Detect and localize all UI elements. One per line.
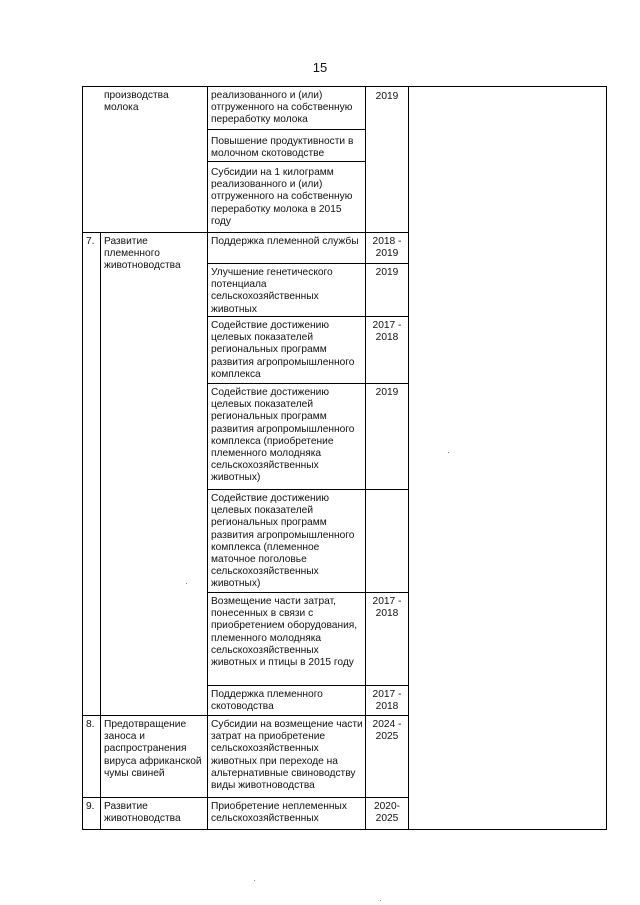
column-divider-direction	[207, 86, 208, 830]
measure-cell: Поддержка племенного скотоводства	[211, 689, 323, 713]
page-number: 15	[312, 60, 328, 75]
years-cell: 2019	[375, 91, 399, 102]
row-divider	[207, 383, 409, 384]
measure-cell: Содействие достижению целевых показателей региональных программ развития агропромышленного комплекса (племенное маточное поголовье сельскохозяйственных животных)	[211, 493, 355, 590]
measure-cell: Содействие достижению целевых показателей региональных программ развития агропромышленного комплекса (приобретение племенного молодняка сельскохозяйственных животных)	[211, 387, 355, 484]
years-cell: 2024 - 2025	[372, 719, 402, 743]
direction-cell: Развитие племенного животноводства	[104, 236, 181, 272]
years-cell: 2017 - 2018	[372, 596, 402, 620]
column-divider-num	[100, 232, 101, 830]
row-divider	[207, 489, 409, 490]
years-cell: 2019	[375, 387, 399, 398]
column-divider-years	[408, 86, 409, 830]
direction-cell: Развитие животноводства	[104, 801, 181, 825]
measure-cell: Повышение продуктивности в молочном скотоводстве	[211, 136, 354, 160]
years-cell: 2019	[375, 267, 399, 278]
years-cell: 2017 - 2018	[372, 689, 402, 713]
row-number: 7.	[86, 236, 95, 247]
row-divider	[82, 797, 409, 798]
years-cell: 2017 - 2018	[372, 320, 402, 344]
row-divider	[207, 263, 409, 264]
measure-cell: Возмещение части затрат, понесенных в связи с приобретением оборудования, племенного молодняка сельскохозяйственных животных и птицы в 2015 году	[211, 596, 358, 669]
measures-table	[82, 86, 607, 830]
table-border-left	[82, 86, 83, 830]
direction-cell: Предотвращение заноса и распространения вируса африканской чумы свиней	[104, 719, 202, 779]
measure-cell: Приобретение неплеменных сельскохозяйственных	[211, 801, 347, 825]
row-number: 8.	[86, 719, 95, 730]
measure-cell: Улучшение генетического потенциала сельскохозяйственных животных	[211, 267, 333, 315]
years-cell: 2018 - 2019	[372, 236, 402, 260]
scan-speck	[254, 880, 255, 881]
row-divider	[207, 129, 365, 130]
measure-cell: реализованного и (или) отгруженного на собственную переработку молока	[211, 90, 353, 126]
years-cell: 2020- 2025	[373, 801, 401, 825]
measure-cell: Субсидии на возмещение части затрат на приобретение сельскохозяйственных животных при переходе на альтернативные свиноводству виды животноводства	[211, 719, 363, 792]
measure-cell: Содействие достижению целевых показателей региональных программ развития агропромышленного комплекса	[211, 320, 355, 380]
measure-cell: Субсидии на 1 килограмм реализованного и (или) отгруженного на собственную переработку молока в 2015 году	[211, 167, 353, 227]
table-border-right	[606, 86, 607, 830]
scan-speck	[448, 452, 449, 453]
scan-speck	[380, 900, 381, 901]
row-number: 9.	[86, 801, 95, 812]
row-divider	[207, 685, 409, 686]
direction-cell: производства молока	[104, 90, 169, 114]
measure-cell: Поддержка племенной службы	[211, 236, 359, 247]
table-border-top	[82, 86, 607, 87]
row-divider	[207, 592, 409, 593]
row-divider	[82, 232, 409, 233]
scan-speck	[186, 583, 187, 584]
row-divider	[207, 161, 365, 162]
table-border-bottom	[82, 829, 607, 830]
row-divider	[82, 715, 409, 716]
row-divider	[207, 316, 409, 317]
